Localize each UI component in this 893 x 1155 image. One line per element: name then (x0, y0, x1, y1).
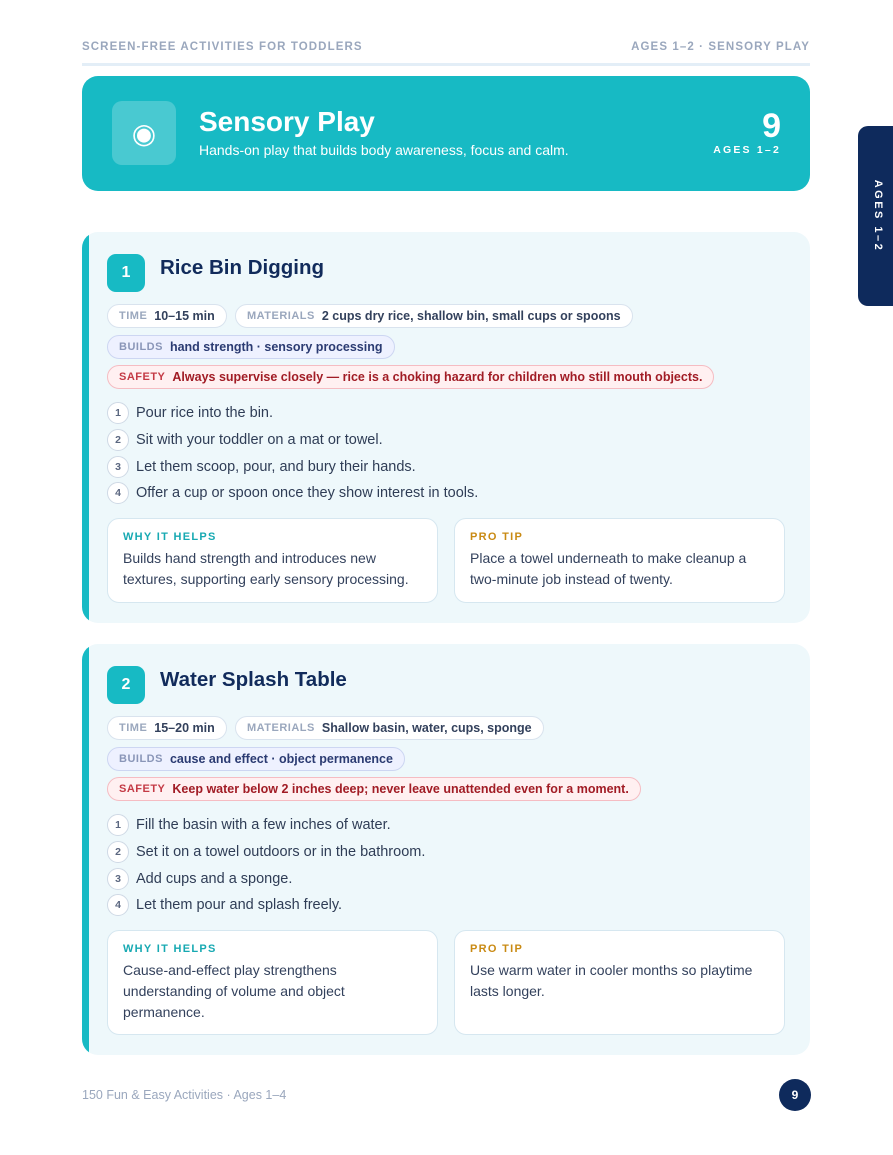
step-item (107, 865, 767, 892)
header-divider (82, 63, 810, 66)
why-it-helps-label: WHY IT HELPS (123, 943, 217, 955)
builds-chip-label: BUILDS (119, 341, 163, 353)
pro-tip-text: Place a towel underneath to make cleanup a two-minute job instead of twenty. (470, 550, 747, 587)
pro-tip-text: Use warm water in cooler months so playtime lasts longer. (470, 962, 753, 999)
step-item (107, 400, 767, 427)
step-number-badge: 4 (107, 482, 129, 504)
activity-title: Rice Bin Digging (160, 256, 324, 279)
activity-number: 1 (107, 254, 145, 292)
step-item (107, 453, 767, 480)
chapter-title: Sensory Play (199, 106, 375, 137)
step-number-badge: 2 (107, 429, 129, 451)
step-text: Offer a cup or spoon once they show interest in tools. (136, 485, 479, 502)
why-it-helps-label: WHY IT HELPS (123, 531, 217, 543)
step-number-badge: 2 (107, 841, 129, 863)
step-item (107, 427, 767, 454)
pro-tip-label: PRO TIP (470, 943, 524, 955)
time-chip (107, 716, 227, 740)
step-number-badge: 3 (107, 868, 129, 890)
why-it-helps-text: Builds hand strength and introduces new textures, supporting early sensory processing. (123, 550, 409, 587)
chapter-subtitle: Hands-on play that builds body awareness, focus and calm. (199, 142, 569, 158)
step-number-badge: 3 (107, 456, 129, 478)
age-side-tab[interactable] (858, 126, 893, 306)
builds-chip (107, 335, 395, 359)
materials-chip-value: Shallow basin, water, cups, sponge (321, 721, 532, 735)
time-chip-label: TIME (119, 310, 148, 322)
materials-chip (235, 304, 633, 328)
time-chip-value: 15–20 min (154, 721, 215, 735)
step-item (107, 812, 767, 839)
builds-chip-label: BUILDS (119, 753, 163, 765)
time-chip-value: 10–15 min (154, 309, 215, 323)
pro-tip-box (454, 518, 785, 603)
step-number-badge: 1 (107, 814, 129, 836)
steps-list (107, 400, 767, 507)
pro-tip-label: PRO TIP (470, 531, 524, 543)
step-text: Let them scoop, pour, and bury their hands. (136, 458, 416, 475)
steps-list (107, 812, 767, 919)
why-it-helps-box (107, 930, 438, 1035)
step-text: Set it on a towel outdoors or in the bathroom. (136, 844, 426, 861)
activity-card (82, 644, 810, 1055)
running-head-title: SCREEN-FREE ACTIVITIES FOR TODDLERS (82, 41, 363, 53)
materials-chip (235, 716, 544, 740)
chapter-banner (82, 76, 810, 191)
running-head (82, 41, 810, 55)
step-text: Add cups and a sponge. (136, 870, 293, 887)
footer-book-title: 150 Fun & Easy Activities · Ages 1–4 (82, 1088, 287, 1102)
step-text: Let them pour and splash freely. (136, 897, 343, 914)
page-number-badge: 9 (779, 1079, 811, 1111)
step-text: Sit with your toddler on a mat or towel. (136, 432, 383, 449)
chapter-number: 9 (762, 107, 781, 145)
step-item (107, 839, 767, 866)
step-number-badge: 1 (107, 402, 129, 424)
safety-chip-label: SAFETY (119, 371, 166, 383)
activity-title: Water Splash Table (160, 668, 347, 691)
side-tab-label: AGES 1–2 (872, 179, 884, 253)
time-chip (107, 304, 227, 328)
materials-chip-label: MATERIALS (247, 722, 315, 734)
step-number-badge: 4 (107, 894, 129, 916)
chapter-age-range: AGES 1–2 (713, 144, 781, 156)
why-it-helps-text: Cause-and-effect play strengthens understanding of volume and object permanence. (123, 962, 345, 1020)
activity-card (82, 232, 810, 623)
running-head-section: AGES 1–2 · SENSORY PLAY (631, 41, 810, 53)
why-it-helps-box (107, 518, 438, 603)
safety-chip (107, 365, 714, 389)
builds-chip (107, 747, 405, 771)
step-text: Fill the basin with a few inches of water. (136, 817, 391, 834)
sensory-icon: ◉ (112, 101, 176, 165)
safety-chip (107, 777, 641, 801)
builds-chip-value: hand strength · sensory processing (169, 340, 383, 354)
step-text: Pour rice into the bin. (136, 405, 274, 422)
materials-chip-label: MATERIALS (247, 310, 315, 322)
activity-number: 2 (107, 666, 145, 704)
builds-chip-value: cause and effect · object permanence (169, 752, 393, 766)
safety-chip-label: SAFETY (119, 783, 166, 795)
pro-tip-box (454, 930, 785, 1035)
safety-chip-value: Keep water below 2 inches deep; never leave unattended even for a moment. (172, 782, 629, 796)
materials-chip-value: 2 cups dry rice, shallow bin, small cups or spoons (321, 309, 621, 323)
step-item (107, 892, 767, 919)
step-item (107, 480, 767, 507)
safety-chip-value: Always supervise closely — rice is a choking hazard for children who still mouth objects. (172, 370, 703, 384)
time-chip-label: TIME (119, 722, 148, 734)
